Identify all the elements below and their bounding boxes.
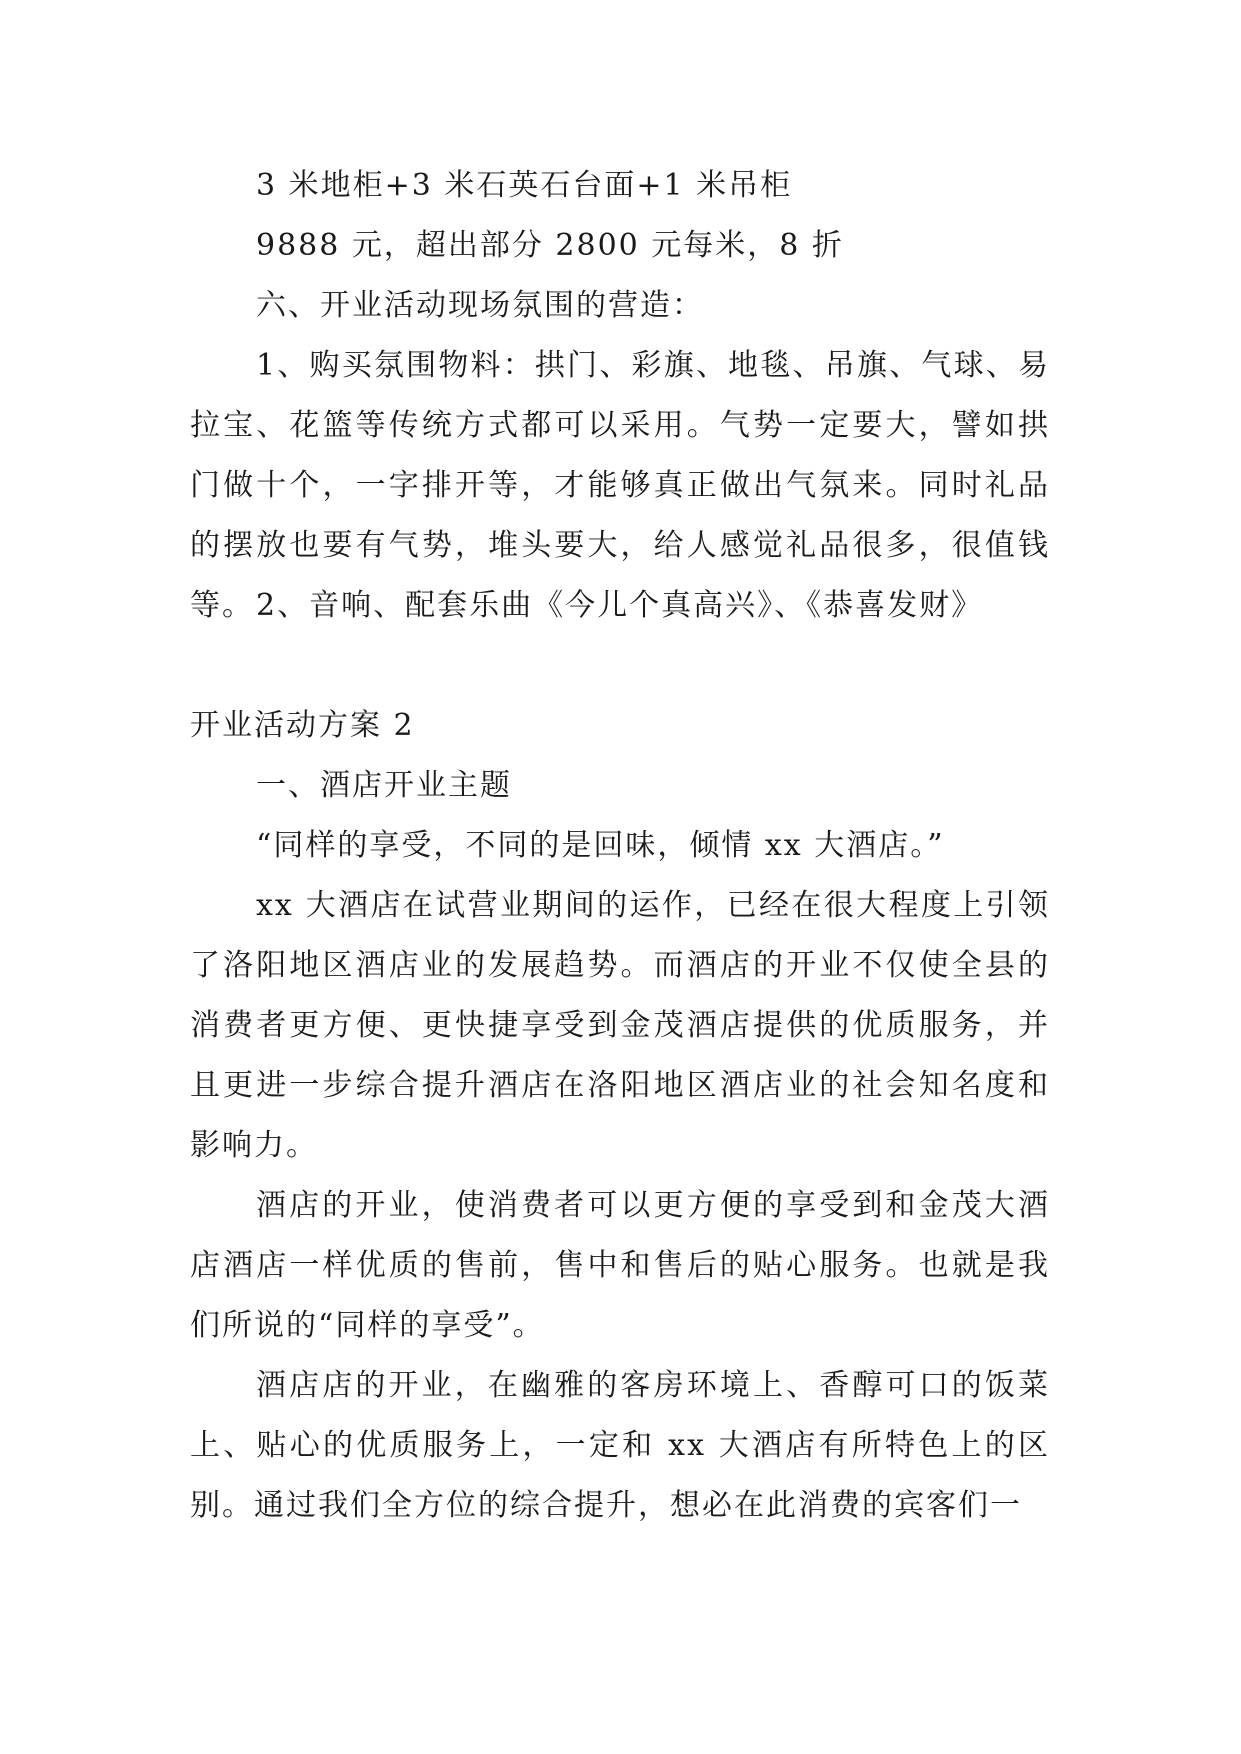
paragraph-distinction: [190, 1356, 1050, 1536]
document-section-title: [190, 696, 1050, 756]
paragraph-text: 1、购买氛围物料：拱门、彩旗、地毯、吊旗、气球、易拉宝、花篮等传统方式都可以采用。气势一定要大，譬如拱门做十个，一字排开等，才能够真正做出气氛来。同时礼品的摆放也要有气势，堆头要大，给人感觉礼品很多，很值钱等。: [190, 348, 1050, 623]
heading-text: 六、开业活动现场氛围的营造：: [256, 288, 704, 323]
paragraph-audio: [190, 576, 1050, 636]
heading-text: 一、酒店开业主题: [256, 768, 512, 803]
paragraph-text: 2、音响、配套乐曲《今儿个真高兴》、《恭喜发财》: [256, 588, 984, 623]
paragraph-intro: [190, 876, 1050, 1176]
title-text: 开业活动方案 2: [190, 708, 415, 743]
section-heading-theme: [190, 756, 1050, 816]
slogan-text: “同样的享受，不同的是回味，倾情 xx 大酒店。”: [256, 828, 945, 863]
paragraph-price: [190, 216, 1050, 276]
paragraph-service: [190, 1176, 1050, 1356]
paragraph-text: 酒店店的开业，在幽雅的客房环境上、香醇可口的饭菜上、贴心的优质服务上，一定和 xx 大酒店有所特色上的区别。通过我们全方位的综合提升，想必在此消费的宾客们一: [190, 1368, 1050, 1523]
section-heading-atmosphere: [190, 276, 1050, 336]
paragraph-text: 酒店的开业，使消费者可以更方便的享受到和金茂大酒店酒店一样优质的售前，售中和售后的贴心服务。也就是我们所说的“同样的享受”。: [190, 1188, 1050, 1343]
paragraph-text: xx 大酒店在试营业期间的运作，已经在很大程度上引领了洛阳地区酒店业的发展趋势。而酒店的开业不仅使全县的消费者更方便、更快捷享受到金茂酒店提供的优质服务，并且更进一步综合提升酒店在洛阳地区酒店业的社会知名度和影响力。: [190, 888, 1050, 1163]
paragraph-slogan: [190, 816, 1050, 876]
paragraph-cabinet-spec: [190, 156, 1050, 216]
text-line: 3 米地柜+3 米石英石台面+1 米吊柜: [256, 168, 793, 203]
text-line: 9888 元，超出部分 2800 元每米，8 折: [256, 228, 844, 263]
